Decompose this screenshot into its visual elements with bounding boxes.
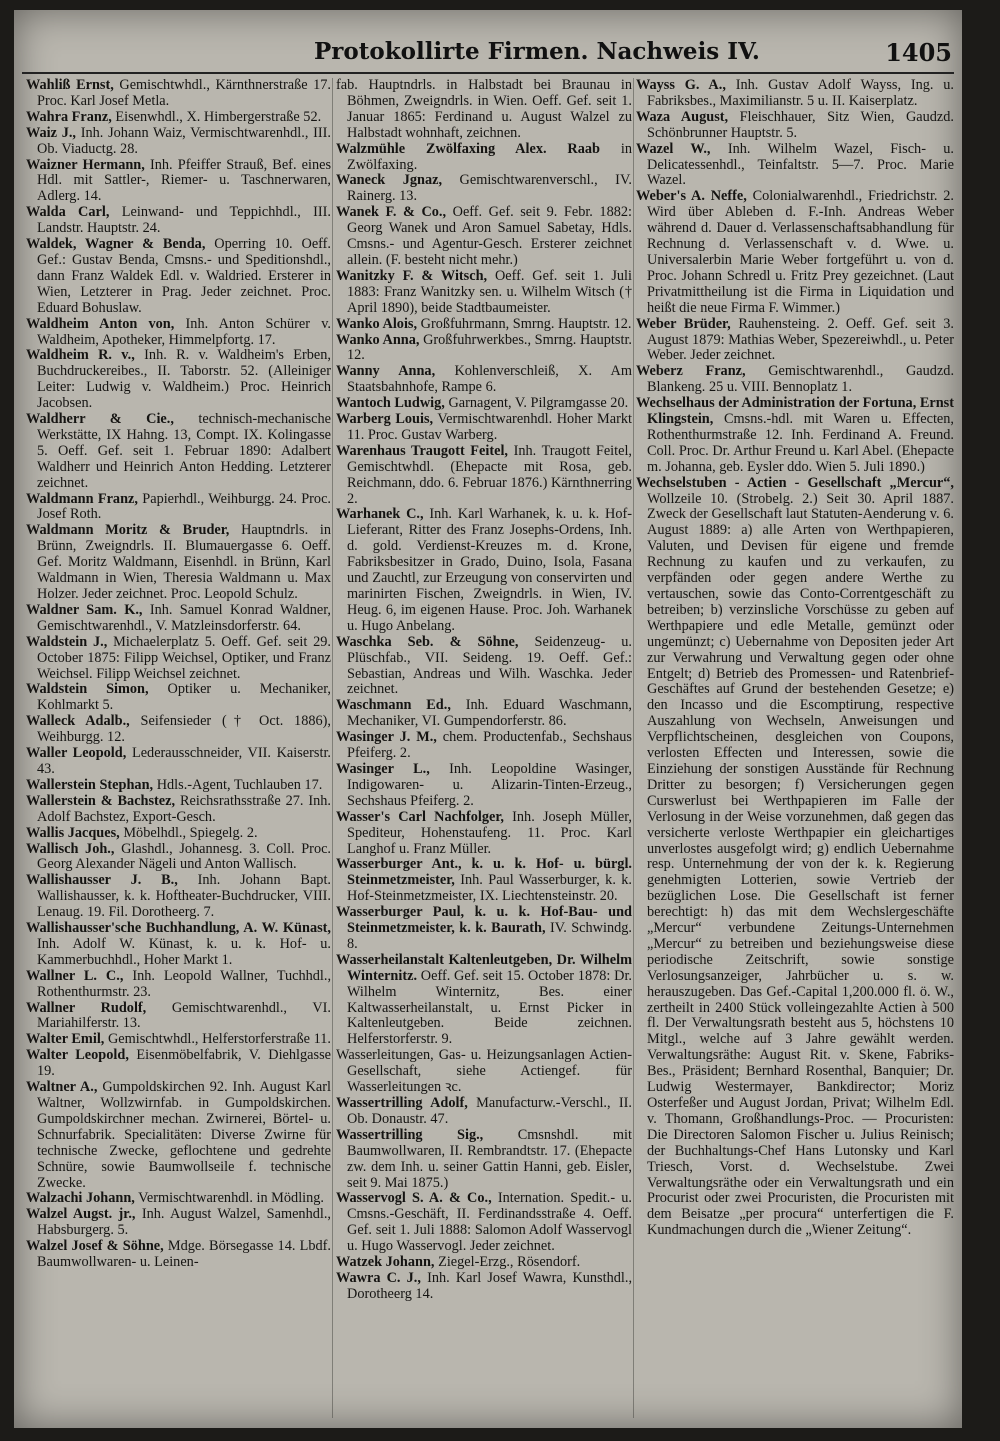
directory-entry: [336, 762, 632, 810]
directory-entry: [26, 794, 331, 826]
entry-firm-name: Wechselhaus der Administration der Fortuna, Ernst Klingstein,: [636, 395, 955, 428]
entry-firm-name: Wanny Anna,: [336, 363, 436, 380]
entry-firm-name: Wahliß Ernst,: [26, 77, 114, 93]
entry-firm-name: Wallner Rudolf,: [26, 999, 147, 1016]
entry-details: Internation. Spedit.- u. Cmsns.-Geschäft, II. Ferdinandsstraße 4. Oeff. Gef. seit 1. Juli 1888: Salomon Adolf Wasservogl u. Hugo Wasservogl. Jeder zeichnet.: [347, 1190, 633, 1255]
entry-details: Inh. Traugott Feitel, Gemischtwhdl. (Ehepacte mit Rosa, geb. Reichmann, ddo. 6. Februar 1876.) Kärnthnerring 2.: [347, 442, 633, 507]
entry-firm-name: Wanitzky F. & Witsch,: [336, 267, 488, 284]
entry-firm-name: Wechselstuben - Actien - Gesellschaft „Mercur“,: [636, 474, 954, 491]
directory-entry: [336, 412, 632, 444]
entry-firm-name: Waldstein J.,: [26, 633, 108, 650]
directory-entry: [26, 1207, 331, 1239]
entry-firm-name: Waldmann Franz,: [26, 490, 138, 507]
entry-details: Lederausschneider, VII. Kaiserstr. 43.: [37, 745, 331, 777]
directory-entry: [26, 126, 331, 158]
directory-entry: [336, 364, 632, 396]
entry-firm-name: Walzachi Johann,: [26, 1190, 135, 1207]
entry-firm-name: Wasserheilanstalt Kaltenleutgeben, Dr. Wilhelm Winternitz.: [336, 951, 632, 984]
directory-entry: [26, 78, 331, 110]
directory-entry: [26, 158, 331, 206]
entry-details: Cmsns.-hdl. mit Waren u. Effecten, Rothenthurmstraße 12. Inh. Ferdinand A. Freund. Coll. Proc. Dr. Arthur Freund u. Karl Abel. (Ehepacte m. Johanna, geb. Eysler ddo. Wien 5. Juli 1890.): [647, 411, 954, 475]
directory-entry: [26, 1080, 331, 1191]
entry-firm-name: Waizner Hermann,: [26, 156, 145, 173]
entry-details: Inh. Leopold Wallner, Tuchhdl., Rothenthurmstr. 23.: [37, 967, 332, 1000]
entry-details: Inh. Leopoldine Wasinger, Indigowaren- u. Alizarin-Tinten-Erzeug., Sechshaus Pfeiferg. 2.: [347, 760, 633, 809]
directory-entry: [26, 237, 331, 317]
entry-firm-name: Wallerstein & Bachstez,: [26, 792, 176, 809]
directory-entry: [26, 714, 331, 746]
entry-firm-name: Waltner A.,: [26, 1079, 98, 1096]
directory-page: [14, 10, 962, 1428]
entry-firm-name: Wahra Franz,: [26, 108, 112, 125]
entry-details: Gemischtwarenhdl., Gaudzd. Blankeng. 25 u. VIII. Bennoplatz 1.: [647, 363, 955, 396]
entry-firm-name: Wanko Anna,: [336, 331, 420, 348]
directory-entry: [636, 78, 954, 110]
directory-entry: [26, 682, 331, 714]
entry-firm-name: Waneck Jgnaz,: [336, 172, 443, 189]
entry-details: Operring 10. Oeff. Gef.: Gustav Benda, Cmsns.- und Speditionshdl., dann Franz Waldek Edl. v. Waldried. Ersterer in Wien, Letzterer in Prag. Jeder zeichnet. Proc. Eduard Bohuslaw.: [37, 236, 332, 316]
entry-details: Papierhdl., Weihburgg. 24. Proc. Josef Roth.: [37, 490, 332, 523]
entry-firm-name: Waldherr & Cie.,: [26, 411, 174, 428]
entry-details: Inh. Johann Bapt. Wallishausser, k. k. Hoftheater-Buchdrucker, VIII. Lenaug. 19. Fil. Dorotheerg. 7.: [37, 872, 331, 921]
directory-entry: [336, 635, 632, 699]
column-middle: [336, 78, 632, 1303]
entry-details: Michaelerplatz 5. Oeff. Gef. seit 29. October 1875: Filipp Weichsel, Optiker, und Franz Weichsel. Filipp Weichsel zeichnet.: [37, 633, 332, 682]
column-left: [26, 78, 331, 1271]
entry-details: Rauhensteing. 2. Oeff. Gef. seit 3. August 1879: Mathias Weber, Spezereiwhdl., u. Peter Weber. Jeder zeichnet.: [647, 315, 954, 364]
entry-firm-name: Wasservogl S. A. & Co.,: [336, 1190, 492, 1207]
entry-details: Gumpoldskirchen 92. Inh. August Karl Waltner, Wollzwirnfab. in Gumpoldskirchen. Gumpoldskirchner mechan. Zwirnerei, Börtel- u. Schnurfabrik. Specialitäten: Diverse Zwirne für technische Zwecke, geflochtene und gedrehte Schnüre, sowie Baumwollseile f. technische Zwecke.: [37, 1079, 331, 1191]
entry-firm-name: Waza August,: [636, 108, 729, 125]
directory-entry: [336, 698, 632, 730]
directory-entry: [636, 142, 954, 190]
entry-firm-name: Walleck Adalb.,: [26, 713, 130, 730]
directory-entry: [336, 1191, 632, 1255]
entry-firm-name: Weberz Franz,: [636, 363, 746, 380]
entry-details: Oeff. Gef. seit 9. Febr. 1882: Georg Wanek und Aron Samuel Sabetay, Hdls. Cmsns.- und Agentur-Gesch. Ersterer zeichnet allein. (F. besteht nicht mehr.): [347, 204, 632, 268]
entry-details: Seifensieder († Oct. 1886), Weihburgg. 12.: [37, 713, 331, 746]
entry-details: Eisenmöbelfabrik, V. Diehlgasse 19.: [37, 1047, 331, 1080]
entry-details: Oeff. Gef. seit 1. Juli 1883: Franz Wanitzky sen. u. Wilhelm Witsch († April 1890), beide Stadtbaumeister.: [347, 267, 632, 316]
entry-details: Leinwand- und Teppichhdl., III. Landstr. Hauptstr. 24.: [37, 204, 332, 237]
entry-firm-name: Wawra C. J.,: [336, 1269, 421, 1286]
entry-details: Eisenwhdl., X. Himbergerstraße 52.: [115, 108, 322, 125]
directory-entry: [636, 396, 954, 476]
entry-details: Inh. Joseph Müller, Spediteur, Hohenstaufeng. 11. Proc. Karl Langhof u. Franz Müller.: [347, 808, 632, 857]
entry-firm-name: Wallishausser'sche Buchhandlung, A. W. Künast,: [26, 920, 331, 937]
directory-entry: [26, 492, 331, 524]
entry-details: Inh. Anton Schürer v. Waldheim, Apotheker, Himmelpfortg. 17.: [37, 315, 331, 348]
entry-details: Gemischtwhdl., Helferstorferstraße 11.: [107, 1031, 331, 1048]
entry-firm-name: Waldmann Moritz & Bruder,: [26, 522, 230, 539]
directory-entry: [336, 205, 632, 269]
entry-firm-name: Weber's A. Neffe,: [636, 188, 747, 205]
directory-entry: [336, 1096, 632, 1128]
directory-entry: [26, 826, 331, 842]
entry-firm-name: Walda Carl,: [26, 204, 110, 221]
directory-entry: [336, 269, 632, 317]
directory-entry: [636, 317, 954, 365]
directory-entry: [636, 189, 954, 316]
directory-entry: [336, 1048, 632, 1096]
entry-details: Inh. Wilhelm Wazel, Fisch- u. Delicatessenhdl., Teinfaltstr. 5—7. Proc. Marie Wazel.: [647, 140, 954, 189]
entry-firm-name: Wanko Alois,: [336, 315, 418, 332]
directory-entry: [26, 1191, 331, 1207]
page-number: 1405: [885, 38, 952, 67]
entry-details: Inh. Samuel Konrad Waldner, Gemischtwarenhdl., V. Matzleinsdorferstr. 64.: [37, 601, 331, 634]
column-divider: [633, 78, 634, 1418]
entry-firm-name: Wazel W.,: [636, 140, 711, 157]
entry-firm-name: Wallishausser J. B.,: [26, 872, 178, 889]
directory-entry: [26, 412, 331, 492]
entry-details: Vermischtwarenhdl. Hoher Markt 11. Proc. Gustav Warberg.: [347, 411, 632, 443]
entry-firm-name: Walzel Josef & Söhne,: [26, 1238, 164, 1255]
entry-firm-name: Wasserburger Paul, k. u. k. Hof-Bau- und Steinmetzmeister, k. k. Baurath,: [336, 904, 632, 937]
entry-details: Hdls.-Agent, Tuchlauben 17.: [156, 776, 323, 793]
directory-entry: [26, 1032, 331, 1048]
entry-details: Inh. Gustav Adolf Wayss, Ing. u. Fabriksbes., Maximilianstr. 5 u. II. Kaiserplatz.: [647, 77, 955, 109]
directory-entry: [336, 507, 632, 634]
entry-firm-name: Waldheim R. v.,: [26, 347, 135, 364]
directory-entry: [336, 953, 632, 1048]
directory-entry: [26, 110, 331, 126]
directory-entry: [26, 1239, 331, 1271]
entry-firm-name: Waschmann Ed.,: [336, 697, 451, 714]
entry-details: Garnagent, V. Pilgramgasse 20.: [448, 395, 629, 412]
entry-details: Inh. Eduard Waschmann, Mechaniker, VI. Gumpendorferstr. 86.: [347, 697, 632, 730]
entry-details: technisch-mechanische Werkstätte, IX Hahng. 13, Compt. IX. Kolingasse 5. Oeff. Gef. seit 1. Februar 1890: Adalbert Waldherr und Heinrich Anton Hedding. Letzterer zeichnet.: [37, 411, 331, 491]
directory-entry: [336, 857, 632, 905]
entry-details: Kohlenverschleiß, X. Am Staatsbahnhofe, Rampe 6.: [347, 363, 632, 396]
directory-entry: [26, 873, 331, 921]
directory-entry: [636, 476, 954, 1240]
entry-firm-name: Warhanek C.,: [336, 506, 424, 523]
directory-entry: [336, 730, 632, 762]
entry-firm-name: Wallner L. C.,: [26, 967, 124, 984]
entry-firm-name: Wassertrilling Sig.,: [336, 1126, 484, 1143]
entry-details: Colonialwarenhdl., Friedrichstr. 2. Wird über Ableben d. F.-Inh. Andreas Weber während d. Dauer d. Verlassenschaftsabhandlung für Rechnung d. Verlassenschaft v. d. Wwe. u. Universalerbin Marie Weber fortgeführt u. von d. Proc. Johann Schredl u. Fritz Prey gezeichnet. (Laut Privatmittheilung ist die Firma in Liquidation und heißt die neue Firma F. Wimmer.): [647, 188, 954, 316]
entry-details: Wasserleitungen, Gas- u. Heizungsanlagen Actien-Gesellschaft, siehe Actiengef. für Wasserleitungen ꝛc.: [336, 1047, 632, 1096]
entry-firm-name: Walter Leopold,: [26, 1047, 129, 1064]
entry-firm-name: Waldner Sam. K.,: [26, 601, 143, 618]
directory-entry: [336, 810, 632, 858]
directory-entry: [26, 842, 331, 874]
entry-details: Möbelhdl., Spiegelg. 2.: [123, 824, 258, 841]
entry-details: Reichsrathsstraße 27. Inh. Adolf Bachstez, Export-Gesch.: [37, 792, 331, 825]
entry-details: Vermischtwarenhdl. in Mödling.: [138, 1190, 325, 1207]
entry-firm-name: Wasinger J. M.,: [336, 729, 437, 746]
entry-details: Inh. August Walzel, Samenhdl., Habsburgerg. 5.: [37, 1206, 331, 1239]
entry-details: Oeff. Gef. seit 15. October 1878: Dr. Wilhelm Winternitz, Bes. einer Kaltwasserheilanstalt, u. Ernst Picker in Kaltenleutgeben. Beide zeichnen. Helferstorferstr. 9.: [347, 967, 632, 1048]
entry-details: chem. Productenfab., Sechshaus Pfeiferg. 2.: [347, 729, 632, 762]
directory-entry: [26, 348, 331, 412]
entry-details: Mdge. Börsegasse 14. Lbdf. Baumwollwaren- u. Leinen-: [37, 1238, 331, 1271]
directory-entry: [636, 110, 954, 142]
directory-entry: [26, 778, 331, 794]
directory-entry: [26, 635, 331, 683]
entry-details: Inh. Adolf W. Künast, k. u. k. Hof- u. Kammerbuchhdl., Hoher Markt 1.: [37, 935, 331, 968]
entry-details: in Zwölfaxing.: [347, 140, 632, 173]
directory-entry: [336, 1255, 632, 1271]
entry-firm-name: Waller Leopold,: [26, 745, 127, 762]
directory-entry: [336, 317, 632, 333]
directory-entry: [26, 603, 331, 635]
page-header: [14, 34, 962, 74]
entry-details: IV. Schwindg. 8.: [347, 920, 632, 952]
entry-details: Inh. Pfeiffer Strauß, Bef. eines Hdl. mit Sattler-, Riemer- u. Taschnerwaren, Adlerg. 14.: [37, 156, 332, 205]
directory-entry: [26, 317, 331, 349]
entry-details: Gemischtwarenverschl., IV. Rainerg. 13.: [347, 172, 632, 205]
entry-firm-name: Walter Emil,: [26, 1031, 105, 1048]
directory-entry: [336, 1271, 632, 1303]
entry-firm-name: Waldstein Simon,: [26, 681, 149, 698]
column-divider: [332, 78, 333, 1418]
entry-details: Großfuhrmann, Smrng. Hauptstr. 12.: [420, 315, 632, 332]
directory-entry: [336, 1128, 632, 1192]
column-right: [636, 78, 954, 1239]
page-title: Protokollirte Firmen. Nachweis IV.: [314, 38, 760, 65]
directory-entry: [26, 746, 331, 778]
directory-entry: [26, 921, 331, 969]
directory-entry: [336, 173, 632, 205]
entry-firm-name: Walzel Augst. jr.,: [26, 1206, 136, 1223]
entry-details: Ziegel-Erzg., Rösendorf.: [438, 1254, 581, 1271]
entry-firm-name: Waldheim Anton von,: [26, 315, 175, 332]
entry-details: Inh. Johann Waiz, Vermischtwarenhdl., III. Ob. Viaductg. 28.: [37, 124, 331, 157]
entry-details: fab. Hauptndrls. in Halbstadt bei Braunau in Böhmen, Zweigndrls. in Wien. Oeff. Gef. seit 1. Januar 1865: Ferdinand u. August Walzel zu Halbstadt wohnhaft, zeichnen.: [336, 77, 632, 141]
entry-firm-name: Wasinger L.,: [336, 760, 430, 777]
entry-details: Wollzeile 10. (Strobelg. 2.) Seit 30. April 1887. Zweck der Gesellschaft laut Statuten-Aenderung v. 6. August 1889: a) alle Arten von Werthpapieren, Valuten, und Devisen für eigene und fremde Rechnung zu kaufen und zu verkaufen, zu verpfänden oder gegen andere Werthe zu vertauschen, sowie das Conto-Correntgeschäft zu betreiben; b) verzinsliche Vorschüsse zu geben auf Werthpapiere und edle Metalle, gemünzt oder ungemünzt; c) Uebernahme von Depositen jeder Art zur Verwahrung und Verwaltung gegen oder ohne Entgelt; d) Betrieb des Promessen- und Ratenbrief-Geschäftes auf Grund der bestehenden Gesetze; e) den Incasso und die Escomptirung, respective Auszahlung von Wechseln, Anweisungen und Verpflichtscheinen, desgleichen von Coupons, verlosten Effecten und Interessen, sowie die Einziehung der sonstigen Ausstände für Rechnung Dritter zu besorgen; f) Versicherungen gegen Curswerlust bei Werthpapieren im Falle der Verlosung in der Weise vorzunehmen, daß gegen das versicherte verloste Werthpapier ein gleichartiges unverlostes ausgefolgt wird; g) endlich Uebernahme resp. Unternehmung der von der k. k. Regierung genehmigten Lotterien, sowie Vertrieb der bezüglichen Lose. Die Gesellschaft ist ferner berechtigt: h) das mit dem Wechslergeschäfte „Mercur“ verbundene Zeitungs-Unternehmen „Mercur“ zu betreiben und beziehungsweise diese periodische Zeitschrift, sowie sonstige Verlosungsanzeiger, Jahrbücher u. s. w. herauszugeben. Das Gef.-Capital 1,200.000 fl. ö. W., zertheilt in 2400 Stück volleingezahlte Actien à 500 fl. Der Verwaltungsrath besteht aus 5, höchstens 10 Mitgl., welche auf 3 Jahre gewählt werden. Verwaltungsräthe: August Rit. v. Skene, Fabriks-Bes., Präsident; Bernhard Rosenthal, Banquier; Dr. Ludwig Westermayer, Bankdirector; Moriz Osterfeßer und August Jordan, Privat; Wilhelm Edl. v. Thomann, Großhandlungs-Proc. — Procuristen: Die Directoren Salomon Fischer u. Julius Reinisch; der Buchhaltungs-Chef Hans Lutonsky und Karl Triesch, Vorst. d. Wechselstube. Zwei Verwaltungsräthe oder ein Verwaltungsrath und ein Procurist oder zwei Procuristen, die Procuristen mit dem Beisatze „per procura“ unterfertigen die F. Kundmachungen durch die „Wiener Zeitung“.: [647, 490, 954, 1239]
entry-firm-name: Wallis Jacques,: [26, 824, 120, 841]
entry-firm-name: Waldek, Wagner & Benda,: [26, 236, 206, 253]
entry-firm-name: Wasserburger Ant., k. u. k. Hof- u. bürgl. Steinmetzmeister,: [336, 856, 632, 889]
directory-entry: [336, 333, 632, 365]
entry-firm-name: Wasser's Carl Nachfolger,: [336, 808, 504, 825]
entry-firm-name: Wassertrilling Adolf,: [336, 1095, 468, 1111]
directory-entry: [336, 444, 632, 508]
entry-details: Inh. Karl Josef Wawra, Kunsthdl., Dorotheerg 14.: [347, 1269, 633, 1302]
entry-firm-name: Waschka Seb. & Söhne,: [336, 633, 519, 650]
entry-details: Seidenzeug- u. Plüschfab., VII. Seideng. 19. Oeff. Gef.: Sebastian, Andreas und Wilh. Waschka. Jeder zeichnet.: [347, 633, 632, 698]
header-rule: [22, 72, 954, 74]
entry-details: Gemischtwhdl., Kärnthnerstraße 17. Proc. Karl Josef Metla.: [37, 77, 331, 109]
entry-firm-name: Wallisch Joh.,: [26, 840, 115, 857]
directory-entry: [336, 396, 632, 412]
entry-firm-name: Warberg Louis,: [336, 411, 434, 428]
entry-details: Glashdl., Johannesg. 3. Coll. Proc. Georg Alexander Nägeli und Anton Wallisch.: [37, 840, 332, 873]
entry-details: Inh. Karl Warhanek, k. u. k. Hof-Lieferant, Ritter des Franz Josephs-Ordens, Inh. d. gold. Verdienst-Kreuzes m. d. Krone, Fabriksbesitzer in Grado, Duino, Isola, Fasana und Zauchtl, zur Erzeugung von conservirten und marinirten Fischen, Zweigndrls. in Wien, IV. Heug. 6, im eigenen Hause. Proc. Joh. Warhanek u. Hugo Anbelang.: [347, 506, 633, 634]
directory-entry: [26, 1001, 331, 1033]
entry-firm-name: Wallerstein Stephan,: [26, 776, 154, 793]
entry-firm-name: Weber Brüder,: [636, 315, 731, 332]
entry-firm-name: Waiz J.,: [26, 124, 76, 141]
directory-entry: [26, 523, 331, 603]
entry-details: Inh. R. v. Waldheim's Erben, Buchdruckereibes., II. Taborstr. 52. (Alleiniger Leiter: Ludwig v. Waldheim.) Proc. Heinrich Jacobsen.: [37, 347, 331, 412]
directory-entry: [26, 205, 331, 237]
entry-details: Manufacturw.-Verschl., II. Ob. Donaustr. 47.: [347, 1095, 632, 1127]
directory-entry: [26, 969, 331, 1001]
entry-firm-name: Warenhaus Traugott Feitel,: [336, 442, 509, 459]
entry-details: Optiker u. Mechaniker, Kohlmarkt 5.: [37, 681, 331, 714]
entry-firm-name: Wanek F. & Co.,: [336, 204, 447, 221]
entry-details: Inh. Paul Wasserburger, k. k. Hof-Steinmetzmeister, IX. Liechtensteinstr. 20.: [347, 872, 632, 905]
entry-firm-name: Wayss G. A.,: [636, 77, 726, 93]
directory-entry: [336, 142, 632, 174]
entry-details: Gemischtwarenhdl., VI. Mariahilferstr. 13.: [37, 999, 331, 1032]
directory-entry: [636, 364, 954, 396]
directory-entry: [26, 1048, 331, 1080]
entry-details: Hauptndrls. in Brünn, Zweigndrls. II. Blumauergasse 6. Oeff. Gef. Moritz Waldmann, Eisenhdl. in Brünn, Karl Waldmann in Wien, Theresia Waldmann u. Max Holzer. Jeder zeichnet. Proc. Leopold Schulz.: [37, 522, 331, 602]
entry-firm-name: Walzmühle Zwölfaxing Alex. Raab: [336, 140, 600, 157]
directory-entry: [336, 78, 632, 142]
entry-details: Fleischhauer, Sitz Wien, Gaudzd. Schönbrunner Hauptstr. 5.: [647, 108, 954, 141]
directory-entry: [336, 905, 632, 953]
entry-firm-name: Wantoch Ludwig,: [336, 395, 445, 412]
entry-firm-name: Watzek Johann,: [336, 1254, 435, 1271]
entry-details: Großfuhrwerkbes., Smrng. Hauptstr. 12.: [347, 331, 632, 364]
entry-details: Cmsnshdl. mit Baumwollwaren, II. Rembrandtstr. 17. (Ehepacte zw. dem Inh. u. seiner Gattin Hanni, geb. Eisler, seit 9. Mai 1875.): [347, 1126, 632, 1191]
